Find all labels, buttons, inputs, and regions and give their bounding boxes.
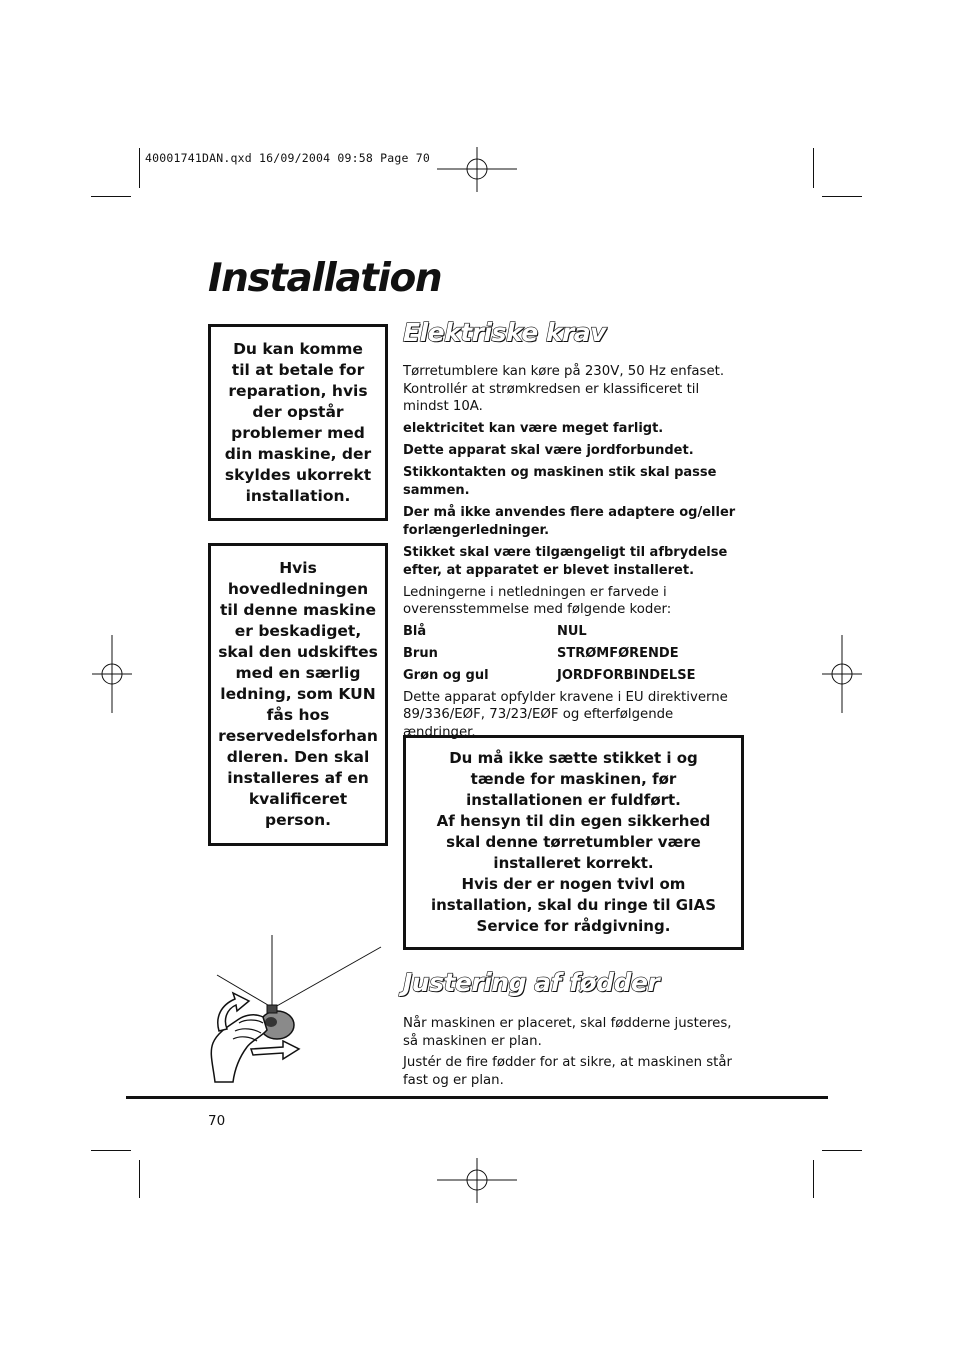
wire-meaning: JORDFORBINDELSE — [557, 667, 696, 683]
feet-adjustment-body — [403, 1015, 748, 1089]
crop-mark — [822, 196, 862, 197]
wire-meaning: NUL — [557, 623, 587, 639]
wire-code-row — [403, 623, 748, 641]
wire-code-row — [403, 645, 748, 663]
safety-warning-text: Du må ikke sætte stikket i og tænde for maskinen, før installationen er fuldført. — [449, 749, 698, 809]
crop-mark — [822, 1150, 862, 1151]
feet-paragraph: Når maskinen er placeret, skal fødderne justeres, så maskinen er plan. — [403, 1016, 732, 1049]
wire-code-row — [403, 667, 748, 685]
crop-mark — [813, 148, 814, 188]
power-cord-warning-box — [208, 543, 388, 846]
wire-codes-intro: Ledningerne i netledningen er farvede i overensstemmelse med følgende koder: — [403, 584, 672, 617]
crop-mark — [91, 196, 131, 197]
section-heading-electrical: Elektriske krav — [403, 318, 606, 347]
repair-cost-warning-box — [208, 324, 388, 521]
electrical-bold-point: elektricitet kan være meget farligt. — [403, 420, 664, 436]
page-number: 70 — [208, 1113, 226, 1129]
electrical-bold-point: Stikket skal være tilgængeligt til afbrydelse efter, at apparatet er blevet installeret. — [403, 544, 728, 578]
wire-color: Grøn og gul — [403, 667, 489, 683]
electrical-bold-point: Der må ikke anvendes flere adaptere og/eller forlængerledninger. — [403, 504, 736, 538]
print-slug: 40001741DAN.qxd 16/09/2004 09:58 Page 70 — [145, 151, 430, 165]
electrical-bold-point: Stikkontakten og maskinen stik skal passe sammen. — [403, 464, 717, 498]
registration-mark-icon — [437, 1158, 517, 1203]
repair-cost-warning-text: Du kan komme til at betale for reparation, hvis der opstår problemer med din maskine, der skyldes ukorrekt installation. — [224, 339, 372, 505]
registration-mark-icon — [437, 147, 517, 192]
page-title: Installation — [208, 256, 442, 301]
feet-paragraph: Justér de fire fødder for at sikre, at maskinen står fast og er plan. — [403, 1055, 733, 1088]
electrical-bold-point: Dette apparat skal være jordforbundet. — [403, 442, 694, 458]
crop-mark — [813, 1160, 814, 1198]
crop-mark — [139, 1160, 140, 1198]
safety-warning-text: Hvis der er nogen tvivl om installation, skal du ringe til GIAS Service for rådgivning. — [430, 875, 717, 935]
wire-color: Blå — [403, 623, 427, 639]
registration-mark-icon — [92, 635, 132, 713]
section-heading-feet: Justering af fødder — [403, 968, 660, 997]
footer-rule — [126, 1096, 828, 1099]
feet-adjustment-illustration — [205, 935, 385, 1085]
wire-meaning: STRØMFØRENDE — [557, 645, 679, 661]
safety-warning-box — [403, 735, 744, 950]
wire-color: Brun — [403, 645, 438, 661]
electrical-requirements-body — [403, 363, 748, 741]
electrical-intro: Tørretumblere kan køre på 230V, 50 Hz enfaset. Kontrollér at strømkredsen er klassificeret til mindst 10A. — [403, 364, 725, 414]
power-cord-warning-text: Hvis hovedledningen til denne maskine er beskadiget, skal den udskiftes med en særlig ledning, som KUN fås hos reservedelsforhan dleren. Den skal installeres af en kvalificeret person. — [218, 559, 378, 829]
safety-warning-text: Af hensyn til din egen sikkerhed skal denne tørretumbler være installeret korrekt. — [436, 812, 711, 872]
crop-mark — [139, 148, 140, 188]
registration-mark-icon — [822, 635, 862, 713]
eu-compliance-text: Dette apparat opfylder kravene i EU direktiverne 89/336/EØF, 73/23/EØF og efterfølgende ændringer. — [403, 689, 728, 740]
crop-mark — [91, 1150, 131, 1151]
